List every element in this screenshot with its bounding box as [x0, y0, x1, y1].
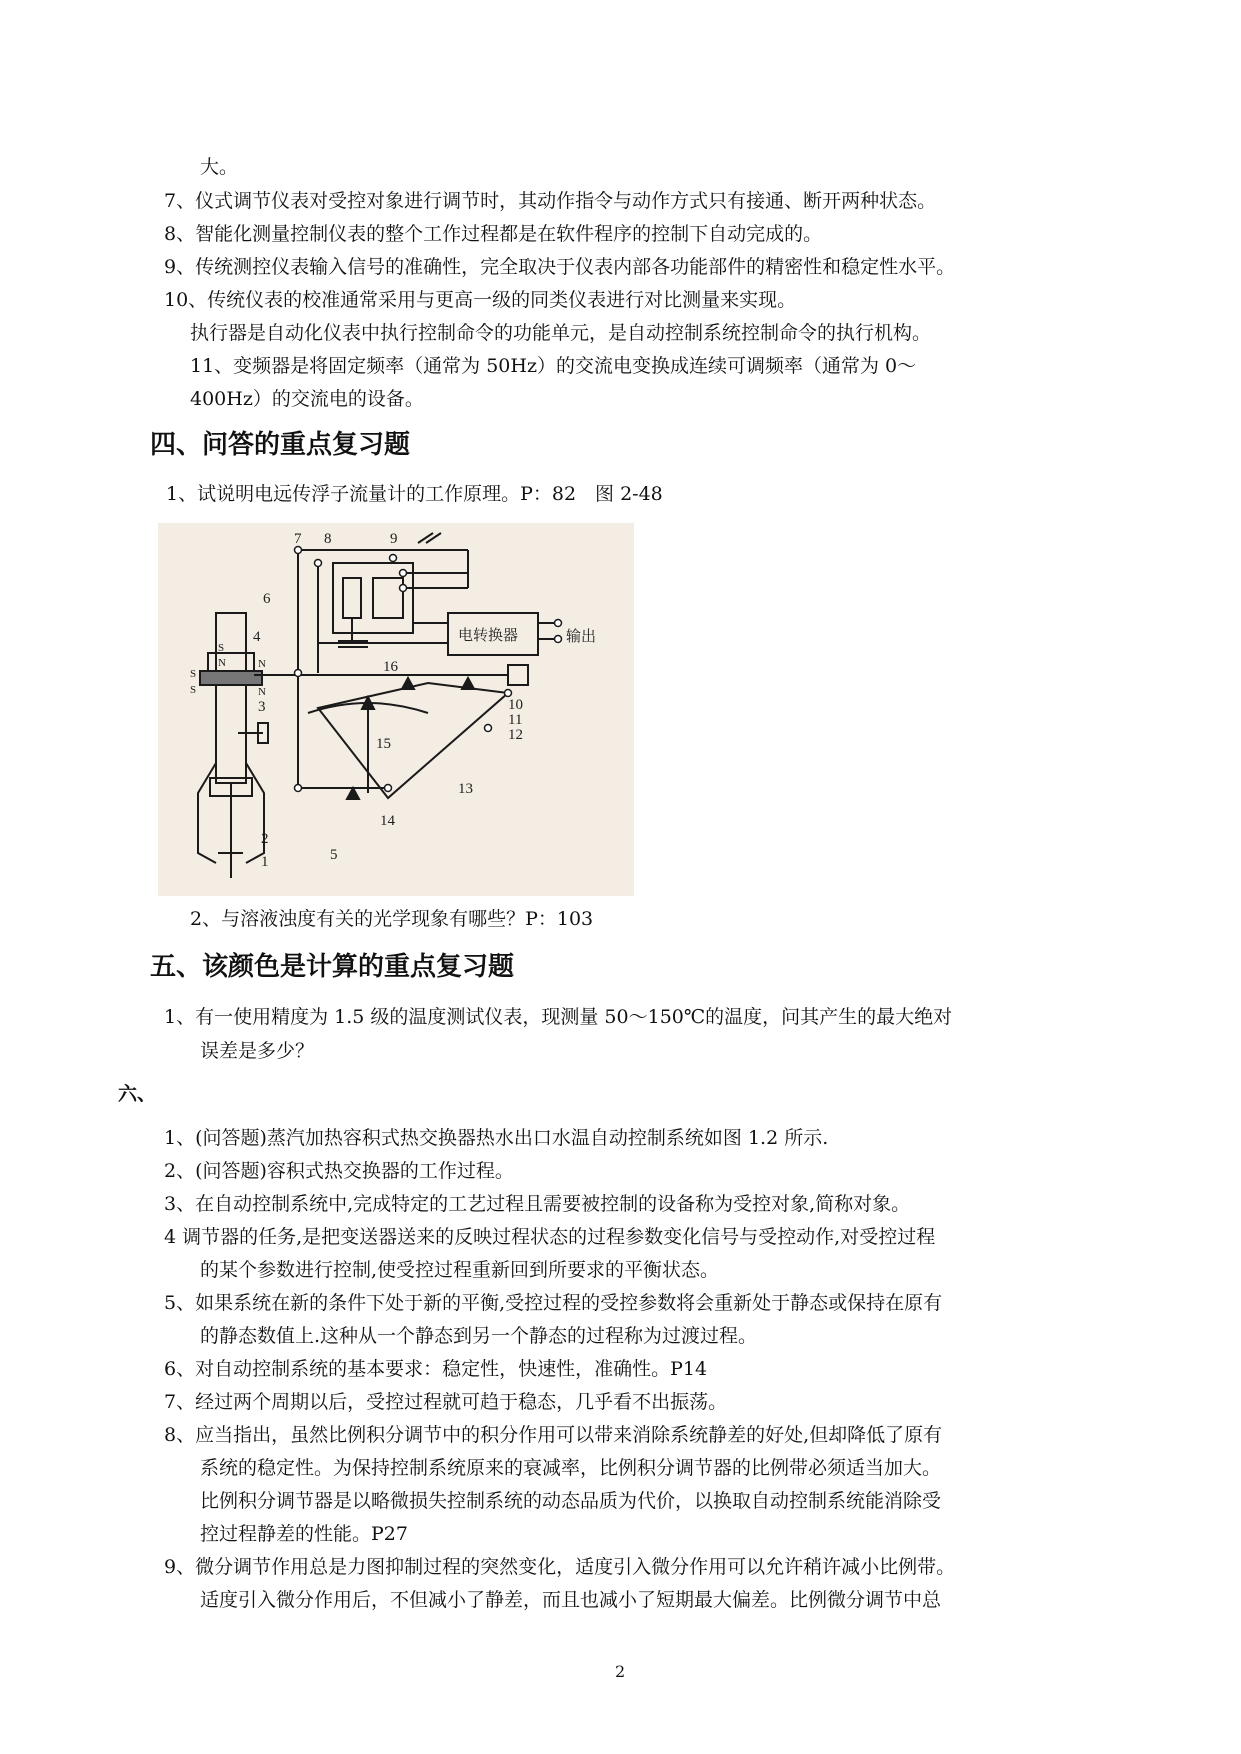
text-line: 的静态数值上.这种从一个静态到另一个静态的过程称为过渡过程。 [200, 1325, 758, 1347]
text-line: 误差是多少？ [200, 1040, 315, 1062]
callout-11: 11 [508, 712, 523, 728]
text-line: 400Hz）的交流电的设备。 [190, 388, 424, 410]
text-line: 7、仪式调节仪表对受控对象进行调节时，其动作指令与动作方式只有接通、断开两种状态。 [164, 190, 937, 212]
callout-9: 9 [390, 531, 398, 547]
callout-6: 6 [263, 591, 271, 607]
text-line: 11、变频器是将固定频率（通常为 50Hz）的交流电变换成连续可调频率（通常为 0～ [190, 355, 917, 377]
callout-16: 16 [383, 659, 398, 675]
section-heading: 五、该颜色是计算的重点复习题 [150, 952, 515, 982]
callout-2: 2 [261, 831, 269, 847]
magnet-letter: N [218, 657, 226, 669]
magnet-letter: N [258, 686, 266, 698]
text-line: 9、微分调节作用总是力图抑制过程的突然变化，适度引入微分作用可以允许稍许减小比例带。 [164, 1556, 956, 1578]
magnet-letter: S [218, 642, 225, 654]
magnet-letter: S [190, 668, 197, 680]
text-line: 执行器是自动化仪表中执行控制命令的功能单元，是自动控制系统控制命令的执行机构。 [190, 322, 932, 344]
text-line: 比例积分调节器是以略微损失控制系统的动态品质为代价，以换取自动控制系统能消除受 [200, 1490, 942, 1512]
callout-7: 7 [294, 531, 302, 547]
flowmeter-diagram [158, 523, 634, 896]
text-line: 的某个参数进行控制,使受控过程重新回到所要求的平衡状态。 [200, 1259, 720, 1281]
text-line: 3、在自动控制系统中,完成特定的工艺过程且需要被控制的设备称为受控对象,简称对象。 [164, 1193, 911, 1215]
page-number: 2 [615, 1662, 626, 1681]
callout-4: 4 [253, 629, 261, 645]
callout-15: 15 [376, 736, 391, 752]
callout-14: 14 [380, 813, 395, 829]
question-line: 2、与溶液浊度有关的光学现象有哪些？P：103 [190, 908, 594, 930]
callout-12: 12 [508, 727, 523, 743]
text-line: 6、对自动控制系统的基本要求：稳定性，快速性，准确性。P14 [164, 1358, 708, 1380]
callout-1: 1 [261, 854, 269, 870]
callout-10: 10 [508, 697, 523, 713]
text-line: 1、(问答题)蒸汽加热容积式热交换器热水出口水温自动控制系统如图 1.2 所示. [164, 1127, 829, 1149]
callout-3: 3 [258, 699, 266, 715]
callout-13: 13 [458, 781, 473, 797]
section-heading: 四、问答的重点复习题 [150, 430, 411, 460]
output-label: 输出 [566, 629, 597, 645]
text-line: 4 调节器的任务,是把变送器送来的反映过程状态的过程参数变化信号与受控动作,对受控过程 [164, 1226, 936, 1248]
text-line: 控过程静差的性能。P27 [200, 1523, 408, 1545]
text-line: 适度引入微分作用后，不但减小了静差，而且也减小了短期最大偏差。比例微分调节中总 [200, 1589, 942, 1611]
text-line: 8、智能化测量控制仪表的整个工作过程都是在软件程序的控制下自动完成的。 [164, 223, 823, 245]
text-line: 9、传统测控仪表输入信号的准确性，完全取决于仪表内部各功能部件的精密性和稳定性水平。 [164, 256, 956, 278]
callout-5: 5 [330, 847, 338, 863]
question-line: 1、试说明电远传浮子流量计的工作原理。P：82 图 2-48 [166, 483, 663, 505]
magnet-letter: S [190, 684, 197, 696]
section-heading: 六、 [118, 1083, 157, 1105]
text-line: 大。 [200, 156, 239, 178]
text-line: 系统的稳定性。为保持控制系统原来的衰减率，比例积分调节器的比例带必须适当加大。 [200, 1457, 942, 1479]
text-line: 8、应当指出，虽然比例积分调节中的积分作用可以带来消除系统静差的好处,但却降低了原有 [164, 1424, 943, 1446]
callout-8: 8 [324, 531, 332, 547]
text-line: 10、传统仪表的校准通常采用与更高一级的同类仪表进行对比测量来实现。 [164, 289, 797, 311]
magnet-letter: N [258, 658, 266, 670]
text-line: 7、经过两个周期以后，受控过程就可趋于稳态，几乎看不出振荡。 [164, 1391, 728, 1413]
text-line: 5、如果系统在新的条件下处于新的平衡,受控过程的受控参数将会重新处于静态或保持在原有 [164, 1292, 943, 1314]
converter-label: 电转换器 [458, 628, 519, 644]
text-line: 1、有一使用精度为 1.5 级的温度测试仪表，现测量 50～150℃的温度，问其产生的最大绝对 [164, 1006, 953, 1028]
text-line: 2、(问答题)容积式热交换器的工作过程。 [164, 1160, 514, 1182]
